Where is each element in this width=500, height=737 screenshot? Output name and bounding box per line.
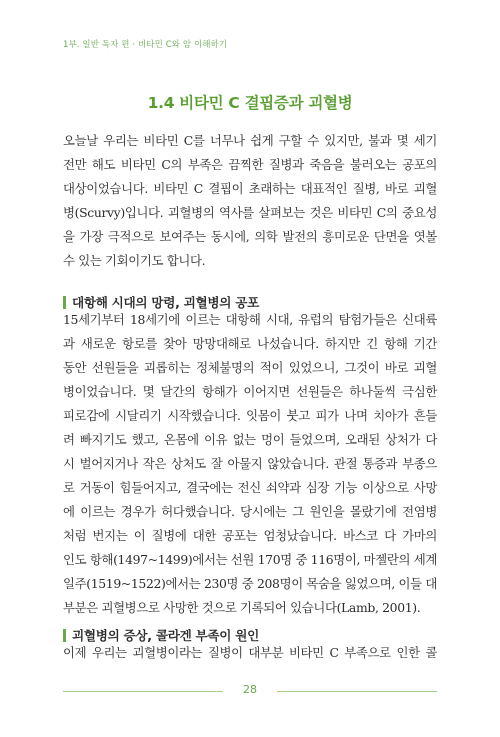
subsection-heading-text: 괴혈병의 증상, 콜라겐 부족이 원인 xyxy=(72,628,259,643)
voyage-line: 일주(1519~1522)에서는 230명 중 208명이 목숨을 잃었으며, 이들 대 xyxy=(63,576,437,591)
symptoms-line: 이제 우리는 괴혈병이라는 질병이 대부분 비타민 C 부족으로 인한 콜 xyxy=(63,645,437,660)
symptoms-paragraph xyxy=(63,641,437,665)
voyage-line: 려 빠지기도 했고, 온몸에 이유 없는 멍이 들었으며, 오래된 상처가 다 xyxy=(63,432,437,447)
intro-line: 병(Scurvy)입니다. 괴혈병의 역사를 살펴보는 것은 비타민 C의 중요성 xyxy=(63,205,437,220)
intro-line: 수 있는 기회이기도 합니다. xyxy=(63,253,206,268)
voyage-paragraph xyxy=(63,308,437,620)
subsection-heading-text: 대항해 시대의 망령, 괴혈병의 공포 xyxy=(72,295,259,310)
voyage-line: 병이었습니다. 몇 달간의 항해가 이어지면 선원들은 하나둘씩 극심한 xyxy=(63,384,437,399)
intro-paragraph xyxy=(63,129,437,273)
section-title: 1.4 비타민 C 결핍증과 괴혈병 xyxy=(147,94,353,112)
voyage-line: 시 벌어지거나 작은 상처도 잘 아물지 않았습니다. 관절 통증과 부종으 xyxy=(63,456,437,471)
intro-line: 대상이었습니다. 비타민 C 결핍이 초래하는 대표적인 질병, 바로 괴혈 xyxy=(63,181,437,196)
running-header: 1부. 일반 독자 편 · 비타민 C와 암 이해하기 xyxy=(63,40,228,50)
voyage-line: 부분은 괴혈병으로 사망한 것으로 기록되어 있습니다(Lamb, 2001). xyxy=(63,600,421,615)
voyage-line: 에 이르는 경우가 허다했습니다. 당시에는 그 원인을 몰랐기에 전염병 xyxy=(63,504,437,519)
intro-line: 오늘날 우리는 비타민 C를 너무나 쉽게 구할 수 있지만, 불과 몇 세기 xyxy=(63,133,437,148)
voyage-line: 처럼 번지는 이 질병에 대한 공포는 엄청났습니다. 바스코 다 가마의 xyxy=(63,528,437,543)
voyage-line: 15세기부터 18세기에 이르는 대항해 시대, 유럽의 탐험가들은 신대륙 xyxy=(63,312,437,327)
voyage-line: 과 새로운 항로를 찾아 망망대해로 나섰습니다. 하지만 긴 항해 기간 xyxy=(63,336,437,351)
voyage-line: 피로감에 시달리기 시작했습니다. 잇몸이 붓고 피가 나며 치아가 흔들 xyxy=(63,408,437,423)
intro-line: 전만 해도 비타민 C의 부족은 끔찍한 질병과 죽음을 불러오는 공포의 xyxy=(63,157,437,172)
voyage-line: 동안 선원들을 괴롭히는 정체불명의 적이 있었으니, 그것이 바로 괴혈 xyxy=(63,360,437,375)
voyage-line: 인도 항해(1497~1499)에서는 선원 170명 중 116명이, 마젤란의 세계 xyxy=(63,552,437,567)
voyage-line: 로 거동이 힘들어지고, 결국에는 전신 쇠약과 심장 기능 이상으로 사망 xyxy=(63,480,437,495)
page-number: 28 xyxy=(243,683,257,696)
intro-line: 을 가장 극적으로 보여주는 동시에, 의학 발전의 흥미로운 단면을 엿볼 xyxy=(63,229,437,244)
